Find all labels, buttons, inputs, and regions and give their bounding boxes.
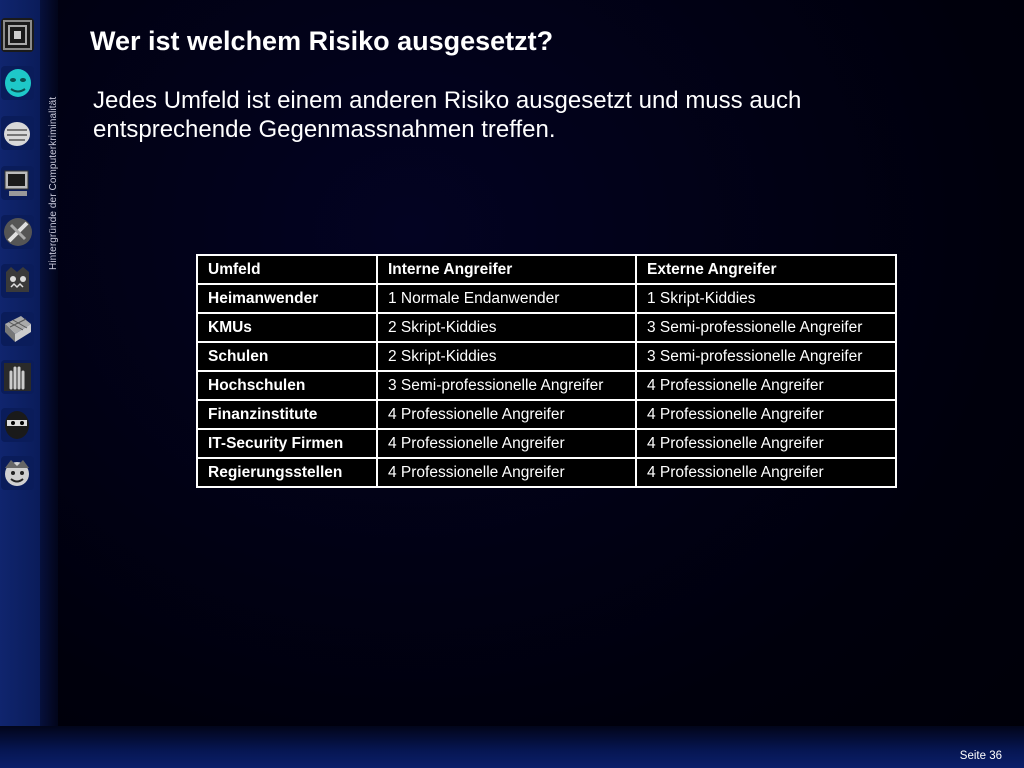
tools-icon <box>1 215 34 249</box>
cell-umfeld: Heimanwender <box>197 284 377 313</box>
circuit-icon <box>1 18 34 52</box>
cell-umfeld: Regierungsstellen <box>197 458 377 487</box>
grid-icon <box>1 312 34 346</box>
side-label: Hintergründe der Computerkriminalität <box>48 96 59 270</box>
header-umfeld: Umfeld <box>197 255 377 284</box>
fist-icon <box>1 116 34 150</box>
table-row <box>197 342 896 371</box>
cell-externe: 4 Professionelle Angreifer <box>636 400 896 429</box>
clown-icon <box>1 456 34 490</box>
table-row <box>197 313 896 342</box>
cell-externe: 3 Semi-professionelle Angreifer <box>636 342 896 371</box>
page-number: Seite 36 <box>959 750 1002 762</box>
cell-umfeld: Finanzinstitute <box>197 400 377 429</box>
table-row <box>197 371 896 400</box>
header-externe-angreifer: Externe Angreifer <box>636 255 896 284</box>
cell-externe: 4 Professionelle Angreifer <box>636 458 896 487</box>
table-row <box>197 458 896 487</box>
cell-externe: 3 Semi-professionelle Angreifer <box>636 313 896 342</box>
computer-icon <box>1 166 34 200</box>
table-header-row <box>197 255 896 284</box>
slide-title: Wer ist welchem Risiko ausgesetzt? <box>90 26 554 56</box>
intro-text <box>93 86 893 144</box>
cell-interne: 3 Semi-professionelle Angreifer <box>377 371 636 400</box>
cell-externe: 4 Professionelle Angreifer <box>636 429 896 458</box>
table-row <box>197 429 896 458</box>
cell-interne: 2 Skript-Kiddies <box>377 342 636 371</box>
cell-interne: 4 Professionelle Angreifer <box>377 458 636 487</box>
monster-icon <box>1 264 34 298</box>
cell-umfeld: Schulen <box>197 342 377 371</box>
header-interne-angreifer: Interne Angreifer <box>377 255 636 284</box>
table-row <box>197 400 896 429</box>
cell-externe: 1 Skript-Kiddies <box>636 284 896 313</box>
intro-line-2: entsprechende Gegenmassnahmen treffen. <box>93 116 556 143</box>
table-row <box>197 284 896 313</box>
masked-person-icon <box>1 408 34 442</box>
bottom-bar <box>0 726 1024 768</box>
intro-line-1: Jedes Umfeld ist einem anderen Risiko ausgesetzt und muss auch <box>93 87 802 114</box>
risk-table <box>196 254 897 488</box>
cell-umfeld: KMUs <box>197 313 377 342</box>
hand-icon <box>1 360 34 394</box>
cell-interne: 4 Professionelle Angreifer <box>377 429 636 458</box>
cell-umfeld: IT-Security Firmen <box>197 429 377 458</box>
cell-interne: 4 Professionelle Angreifer <box>377 400 636 429</box>
cell-interne: 2 Skript-Kiddies <box>377 313 636 342</box>
cell-interne: 1 Normale Endanwender <box>377 284 636 313</box>
cell-externe: 4 Professionelle Angreifer <box>636 371 896 400</box>
cell-umfeld: Hochschulen <box>197 371 377 400</box>
face-icon <box>1 66 34 100</box>
